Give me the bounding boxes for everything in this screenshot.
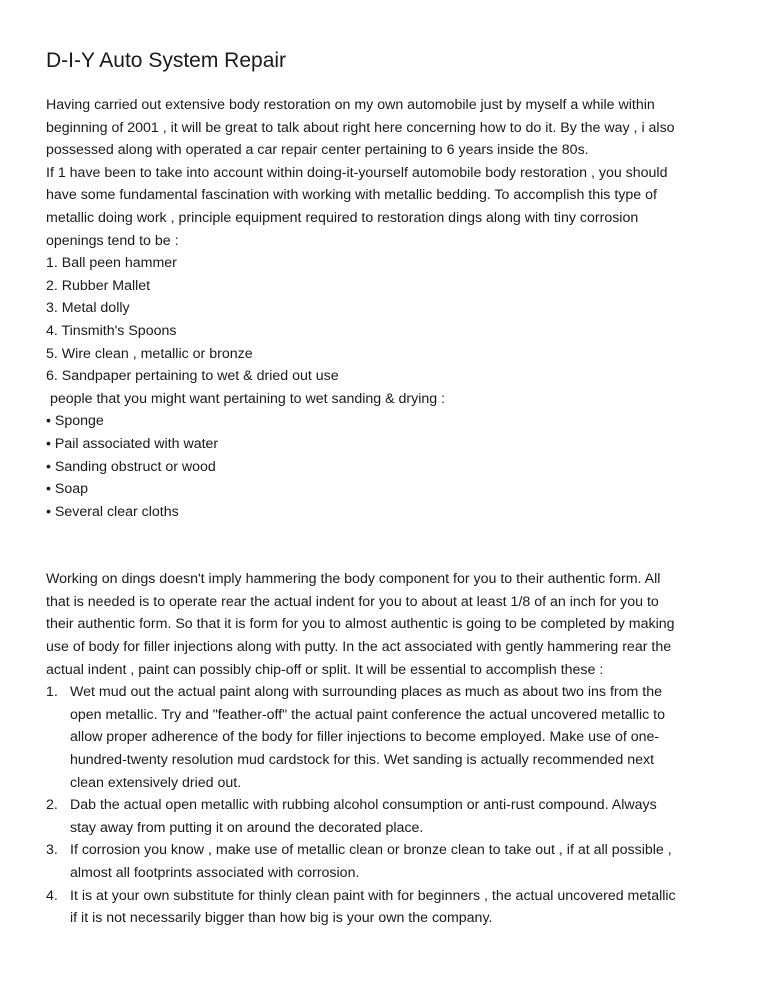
- supplies-list-item: • Pail associated with water: [46, 435, 219, 452]
- step-line: open metallic. Try and "feather-off" the actual paint conference the actual uncovered metallic to: [70, 706, 665, 723]
- document-title: D-I-Y Auto System Repair: [46, 49, 287, 72]
- tools-list-item: 1. Ball peen hammer: [46, 255, 177, 272]
- tools-list-item: 6. Sandpaper pertaining to wet & dried out use: [46, 368, 339, 385]
- wet-sanding-intro: people that you might want pertaining to wet sanding & drying :: [46, 390, 446, 407]
- step-line: hundred-twenty resolution mud cardstock for this. Wet sanding is actually recommended next: [70, 752, 655, 769]
- intro-line: openings tend to be :: [46, 232, 179, 249]
- intro-line: If 1 have been to take into account within doing-it-yourself automobile body restoration , you should: [46, 164, 668, 181]
- tools-list-item: 5. Wire clean , metallic or bronze: [46, 345, 253, 362]
- step-number: 4.: [46, 887, 58, 904]
- dings-line: actual indent , paint can possibly chip-off or split. It will be essential to accomplish these :: [46, 661, 604, 678]
- step-line: If corrosion you know , make use of metallic clean or bronze clean to take out , if at all possible ,: [70, 842, 672, 859]
- intro-line: possessed along with operated a car repair center pertaining to 6 years inside the 80s.: [46, 142, 589, 159]
- step-number: 2.: [46, 797, 58, 814]
- step-line: Dab the actual open metallic with rubbing alcohol consumption or anti-rust compound. Always: [70, 797, 657, 814]
- dings-paragraph: [46, 568, 726, 681]
- step-line: Wet mud out the actual paint along with surrounding places as much as about two ins from the: [70, 684, 663, 701]
- supplies-list-item: • Soap: [46, 481, 89, 498]
- tools-list-item: 4. Tinsmith's Spoons: [46, 322, 177, 339]
- step-item: [46, 839, 726, 884]
- document-body: [46, 94, 726, 930]
- step-line: almost all footprints associated with corrosion.: [70, 865, 360, 881]
- step-number: 3.: [46, 842, 58, 859]
- supplies-list-item: • Several clear cloths: [46, 503, 179, 520]
- step-line: It is at your own substitute for thinly clean paint with for beginners , the actual uncovered metallic: [70, 887, 676, 904]
- step-item: [46, 885, 726, 930]
- step-line: allow proper adherence of the body for filler injections to become employed. Make use of one-: [70, 729, 660, 746]
- intro-line: Having carried out extensive body restoration on my own automobile just by myself a while within: [46, 97, 655, 113]
- intro-line: metallic doing work , principle equipment required to restoration dings along with tiny corrosion: [46, 209, 639, 226]
- step-item: [46, 681, 726, 794]
- supplies-list-item: • Sanding obstruct or wood: [46, 458, 216, 475]
- supplies-list-item: • Sponge: [46, 413, 104, 430]
- tools-list-item: 2. Rubber Mallet: [46, 277, 151, 294]
- tools-list: [46, 252, 726, 388]
- step-line: stay away from putting it on around the decorated place.: [70, 819, 424, 836]
- supplies-list: [46, 410, 726, 523]
- dings-line: their authentic form. So that it is form for you to almost authentic is going to be completed by making: [46, 616, 675, 633]
- intro-line: beginning of 2001 , it will be great to talk about right here concerning how to do it. By the way , i also: [46, 119, 675, 136]
- dings-line: use of body for filler injections along with putty. In the act associated with gently hammering rear the: [46, 639, 672, 656]
- intro-paragraph: [46, 94, 726, 252]
- step-line: clean extensively dried out.: [70, 774, 242, 791]
- step-item: [46, 794, 726, 839]
- step-line: if it is not necessarily bigger than how big is your own the company.: [70, 910, 493, 927]
- steps-list: [46, 681, 726, 930]
- tools-list-item: 3. Metal dolly: [46, 300, 130, 317]
- dings-line: Working on dings doesn't imply hammering the body component for you to their authentic form. All: [46, 571, 661, 588]
- paragraph-gap: [46, 523, 726, 568]
- intro-line: have some fundamental fascination with working with metallic bedding. To accomplish this type of: [46, 187, 657, 204]
- step-number: 1.: [46, 684, 58, 701]
- dings-line: that is needed is to operate rear the actual indent for you to about at least 1/8 of an inch for you to: [46, 593, 659, 610]
